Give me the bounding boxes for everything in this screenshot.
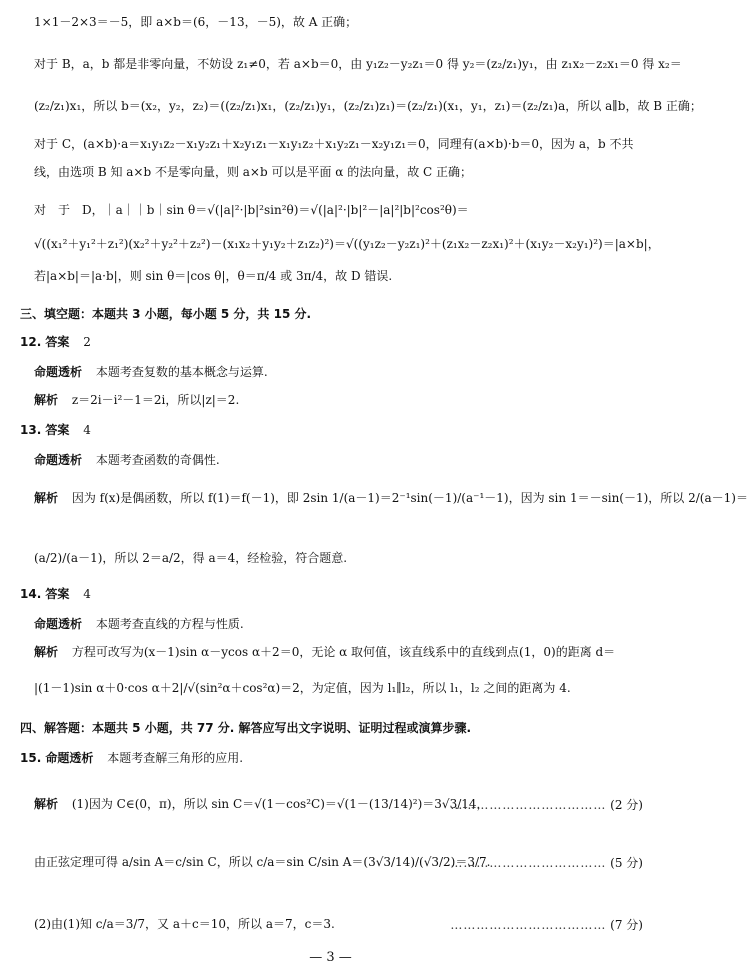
q13-solution-line-1 bbox=[34, 488, 748, 508]
page-number: — 3 — bbox=[309, 950, 352, 965]
section3-heading: 三、填空题：本题共 3 小题，每小题 5 分，共 15 分. bbox=[20, 307, 312, 321]
q12-analysis: 本题考查复数的基本概念与运算. bbox=[95, 365, 268, 379]
q15-analysis: 本题考查解三角形的应用. bbox=[107, 751, 244, 765]
q15-step2-score bbox=[450, 854, 643, 871]
q13-analysis-label: 命题透析 bbox=[34, 453, 83, 467]
q14-solution-label: 解析 bbox=[34, 645, 59, 659]
q12-solution-line bbox=[34, 392, 641, 408]
q12-number: 12. 答案 bbox=[20, 335, 70, 349]
q14-solution-1: 方程可改写为(x－1)sin α－ycos α＋2＝0，无论 α 取何值，该直线系中的直线到点(1，0)的距离 d＝ bbox=[71, 645, 616, 659]
body-line-5: 线，由选项 B 知 a×b 不是零向量，则 a×b 可以是平面 α 的法向量，故 C 正确； bbox=[34, 165, 473, 179]
q14-answer-line bbox=[20, 586, 641, 602]
q15-step1: (1)因为 C∈(0，π)，所以 sin C＝√(1－cos²C)＝√(1－(13/14)²)＝3√3/14， bbox=[71, 797, 489, 811]
q12-answer: 2 bbox=[83, 335, 91, 349]
q12-analysis-line bbox=[34, 364, 641, 380]
q13-solution-line-2: (a/2)/(a－1)，所以 2＝a/2，得 a＝4，经检验，符合题意. bbox=[34, 551, 348, 565]
q14-analysis-label: 命题透析 bbox=[34, 617, 83, 631]
q14-number: 14. 答案 bbox=[20, 587, 70, 601]
body-line-2: 对于 B，a，b 都是非零向量，不妨设 z₁≠0，若 a×b＝0，由 y₁z₂－y₂z₁＝0 得 y₂＝(z₂/z₁)y₁，由 z₁x₂－z₂x₁＝0 得 x₂＝ bbox=[34, 57, 682, 71]
body-line-3: (z₂/z₁)x₁，所以 b＝(x₂，y₂，z₂)＝((z₂/z₁)x₁，(z₂/z₁)y₁，(z₂/z₁)z₁)＝(z₂/z₁)(x₁，y₁，z₁)＝(z₂/z₁)a，所以 a∥b，故 B 正确； bbox=[34, 99, 702, 113]
q15-step3-leader: ……………………………… bbox=[450, 918, 607, 932]
q13-solution-1: 因为 f(x)是偶函数，所以 f(1)＝f(－1)，即 2sin 1/(a－1)＝2⁻¹sin(－1)/(a⁻¹－1)，因为 sin 1＝－sin(－1)，所以 2/(a－1)＝ bbox=[71, 491, 748, 505]
q15-step1-leader: ……………………………… bbox=[450, 798, 607, 812]
section4-heading: 四、解答题：本题共 5 小题，共 77 分. 解答应写出文字说明、证明过程或演算步骤. bbox=[20, 721, 472, 735]
q15-step3-line: (2)由(1)知 c/a＝3/7，又 a＋c＝10，所以 a＝7，c＝3. bbox=[34, 917, 335, 931]
body-line-6: 对 于 D，｜a｜｜b｜sin θ＝√(|a|²·|b|²sin²θ)＝√(|a|²·|b|²－|a|²|b|²cos²θ)＝ bbox=[34, 203, 469, 217]
q13-solution-label: 解析 bbox=[34, 491, 59, 505]
q13-analysis: 本题考查函数的奇偶性. bbox=[95, 453, 220, 467]
q14-solution-line-1 bbox=[34, 644, 641, 660]
q13-analysis-line bbox=[34, 452, 641, 468]
body-line-1: 1×1－2×3＝－5，即 a×b＝(6，－13，－5)，故 A 正确； bbox=[34, 15, 358, 29]
q14-solution-line-2: |(1－1)sin α＋0·cos α＋2|/√(sin²α＋cos²α)＝2，为定值，因为 l₁∥l₂，所以 l₁，l₂ 之间的距离为 4. bbox=[34, 681, 571, 695]
q15-header-line bbox=[20, 750, 641, 766]
q15-number: 15. 命题透析 bbox=[20, 751, 94, 765]
q15-solution-label: 解析 bbox=[34, 797, 59, 811]
body-line-7: √((x₁²＋y₁²＋z₁²)(x₂²＋y₂²＋z₂²)－(x₁x₂＋y₁y₂＋z₁z₂)²)＝√((y₁z₂－y₂z₁)²＋(z₁x₂－z₂x₁)²＋(x₁y₂－x₂y₁)²)＝|a×b|， bbox=[34, 237, 660, 251]
q15-step2-score-text: (5 分) bbox=[610, 856, 643, 870]
q13-answer-line bbox=[20, 422, 641, 438]
q13-answer: 4 bbox=[83, 423, 91, 437]
q15-step2-line: 由正弦定理可得 a/sin A＝c/sin C，所以 c/a＝sin C/sin A＝(3√3/14)/(√3/2)＝3/7. bbox=[34, 855, 491, 869]
q15-step2-leader: ……………………………… bbox=[450, 856, 607, 870]
q14-analysis: 本题考查直线的方程与性质. bbox=[95, 617, 244, 631]
q15-step1-line bbox=[34, 794, 489, 814]
q15-step1-score bbox=[450, 796, 643, 813]
body-line-4: 对于 C，(a×b)·a＝x₁y₁z₂－x₁y₂z₁＋x₂y₁z₁－x₁y₁z₂＋x₁y₂z₁－x₂y₁z₁＝0，同理有(a×b)·b＝0，因为 a，b 不共 bbox=[34, 137, 634, 151]
q14-analysis-line bbox=[34, 616, 641, 632]
body-line-8: 若|a×b|＝|a·b|，则 sin θ＝|cos θ|，θ＝π/4 或 3π/4，故 D 错误. bbox=[34, 269, 393, 283]
q14-answer: 4 bbox=[83, 587, 91, 601]
q12-analysis-label: 命题透析 bbox=[34, 365, 83, 379]
q15-step1-score-text: (2 分) bbox=[610, 798, 643, 812]
q15-step3-score bbox=[450, 916, 643, 933]
q12-answer-line bbox=[20, 334, 641, 350]
q13-number: 13. 答案 bbox=[20, 423, 70, 437]
q12-solution-label: 解析 bbox=[34, 393, 59, 407]
q15-step3-score-text: (7 分) bbox=[610, 918, 643, 932]
q12-solution: z＝2i－i²－1＝2i，所以|z|＝2. bbox=[71, 393, 240, 407]
